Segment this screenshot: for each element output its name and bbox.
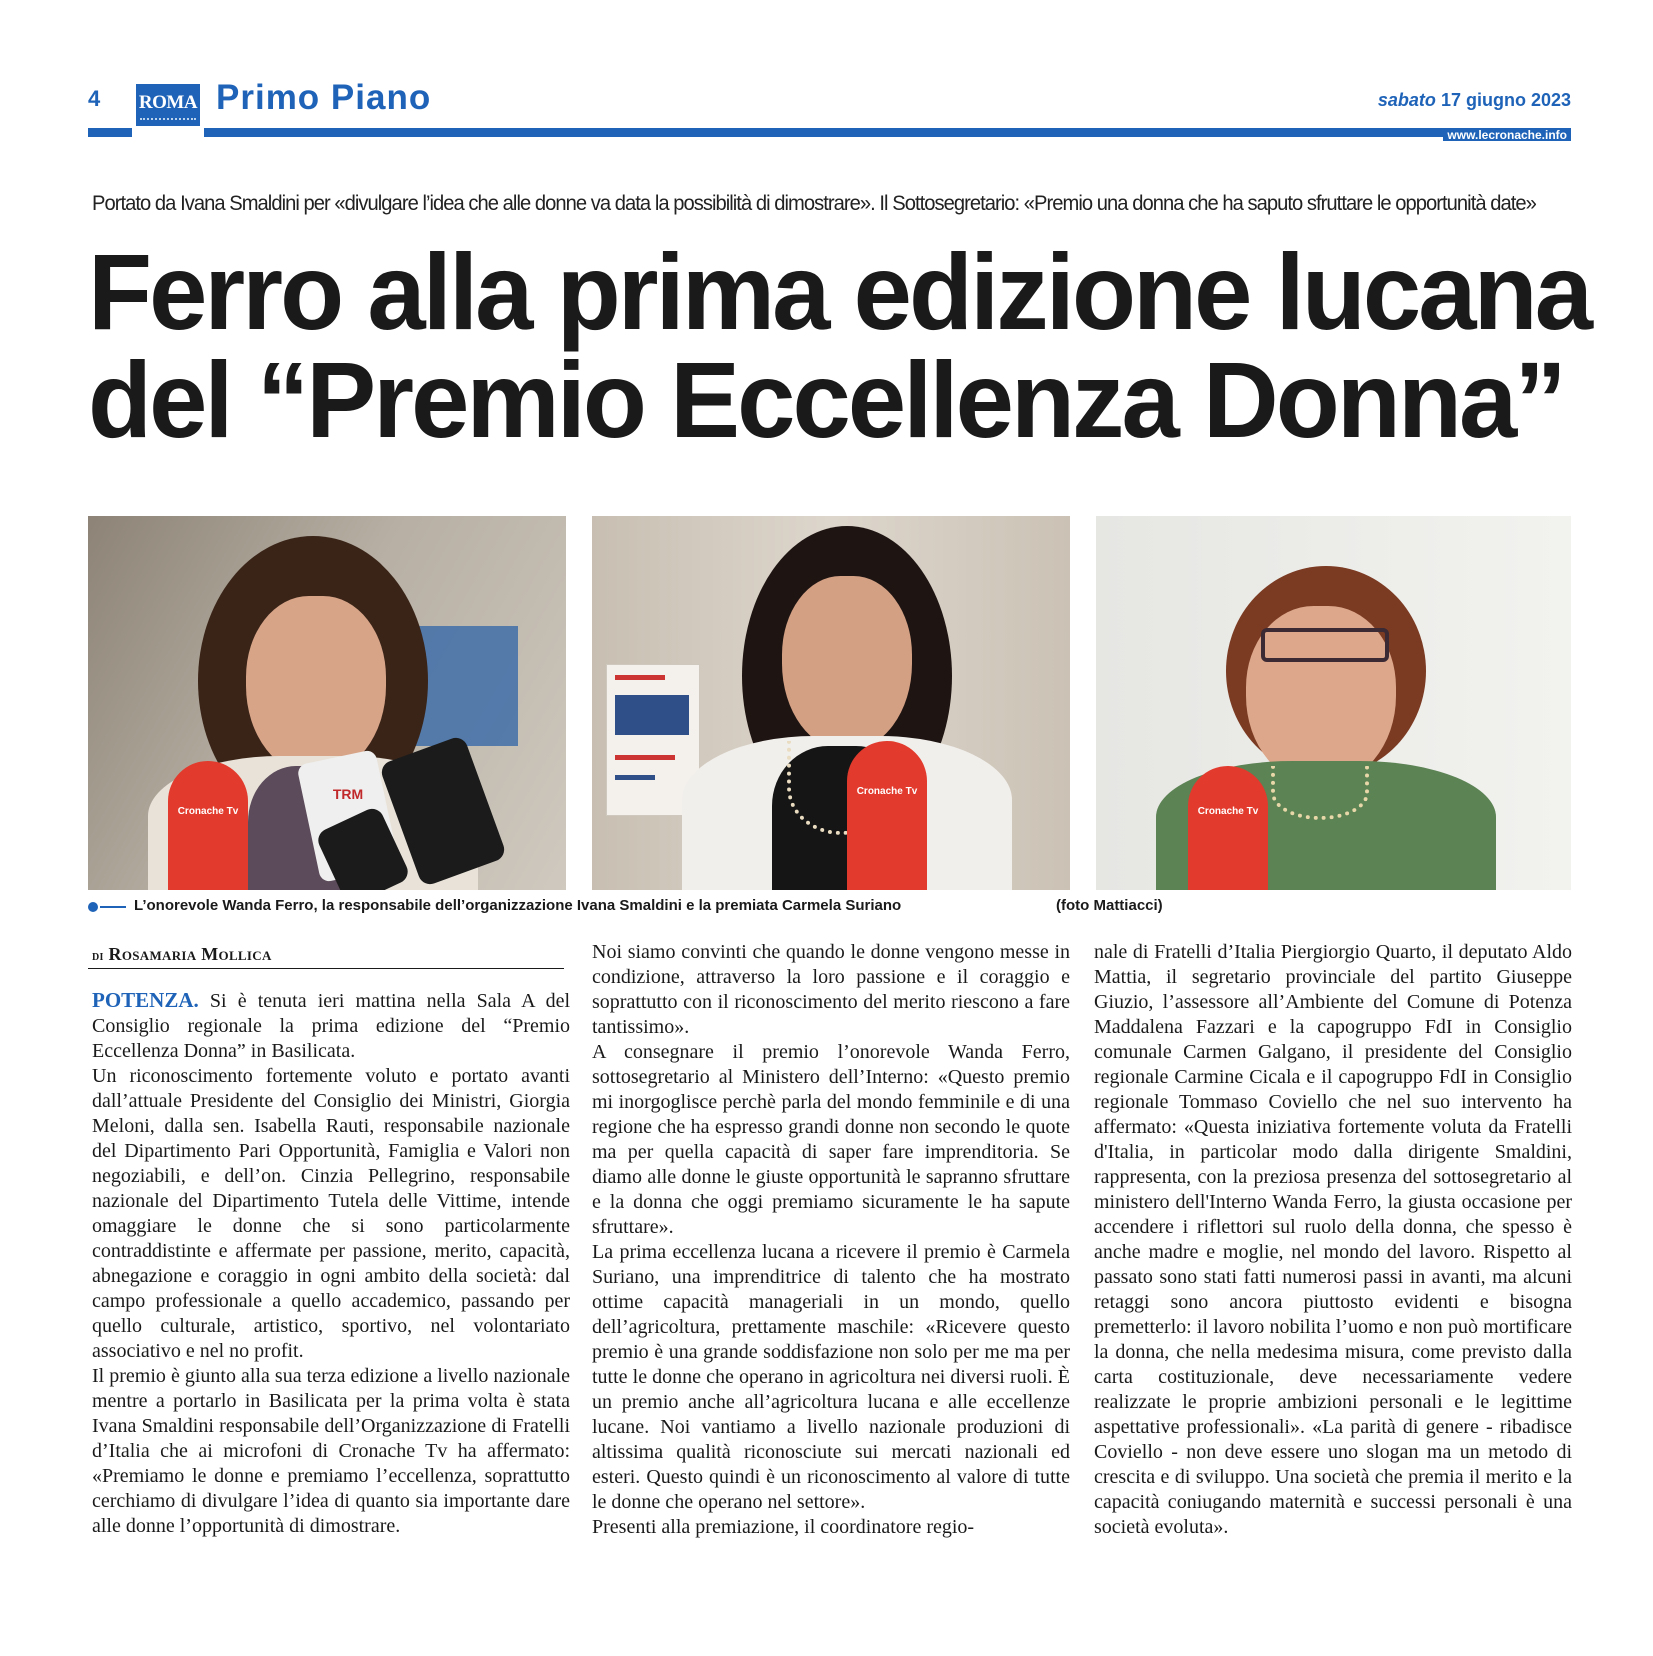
headline [88, 231, 1591, 460]
glasses [1261, 628, 1389, 662]
masthead-rule [88, 128, 1571, 137]
cronache-tv-mic [847, 741, 927, 890]
photo-caption: L’onorevole Wanda Ferro, la responsabile dell’organizzazione Ivana Smaldini e la premiata Carmela Suriano [134, 897, 902, 914]
mic-label: Cronache Tv [1197, 806, 1259, 817]
paragraph [92, 988, 570, 1064]
mic-label: Cronache Tv [177, 806, 239, 817]
headline-line-1: Ferro alla prima edizione lucana [88, 231, 1591, 352]
section-title: Primo Piano [216, 78, 432, 117]
body-column-1 [92, 988, 570, 1539]
byline [92, 944, 272, 965]
mic-label: Cronache Tv [856, 786, 918, 797]
kicker: Portato da Ivana Smaldini per «divulgare l’idea che alle donne va data la possibilità di dimostrare». Il Sottosegretario: «Premio una donna che ha saputo sfruttare le opportunità date» [92, 192, 1536, 215]
paragraph: Il premio è giunto alla sua terza edizione a livello nazionale mentre a portarlo in Basilicata per la prima volta è stata Ivana Smaldini responsabile dell’Organizzazione di Fratelli d’Italia che ai microfoni di Cronache Tv ha affermato: «Premiamo le donne e premiamo l’eccellenza, soprattutto cerchiamo di divulgare l’idea di quanto sia importante dare alle donne l’opportunità di dimostrare. [92, 1365, 570, 1537]
website-url[interactable]: www.lecronache.info [1443, 129, 1571, 141]
paragraph: Un riconoscimento fortemente voluto e portato avanti dall’attuale Presidente del Consiglio dei Ministri, Giorgia Meloni, dalla sen. Isabella Rauti, responsabile nazionale del Dipartimento Pari Opportunità, Famiglia e Valori non negoziabili, e dell’on. Cinzia Pellegrino, responsabile nazionale del Dipartimento Tutela delle Vittime, intende omaggiare le donne che si sono particolarmente contraddistinte e affermate per passione, merito, capacità, abnegazione e coraggio in ogni ambito della società: dal campo professionale a quello accademico, passando per quello culturale, artistico, sportivo, nel volontariato associativo e nel no profit. [92, 1065, 570, 1362]
byline-author: Rosamaria Mollica [108, 944, 272, 964]
cronache-tv-mic [168, 761, 248, 890]
issue-date [1378, 90, 1571, 111]
headline-line-2: del “Premio Eccellenza Donna” [88, 339, 1564, 460]
poster-title-band [615, 695, 689, 735]
poster-stripe [615, 675, 665, 680]
byline-prefix: di [92, 949, 104, 964]
poster-stripe-2 [615, 755, 675, 760]
caption-bullet [88, 902, 98, 912]
page-number: 4 [88, 86, 101, 111]
face-shape [246, 596, 386, 776]
issue-date-value: 17 giugno 2023 [1440, 90, 1571, 110]
paragraph: La prima eccellenza lucana a ricevere il premio è Carmela Suriano, una imprenditrice di talento che ha mostrato ottime capacità manageriali in un mondo, quello dell’agricoltura, prettamente maschile: «Ricevere questo premio è una grande soddisfazione non solo per me ma per tutte le donne che operano in agricoltura nei diversi ruoli. È un premio anche all’agricoltura lucana e alle eccellenze lucane. Noi vantiamo a livello nazionale produzioni di altissima qualità riconosciute sui mercati nazionali ed esteri. Questo quindi è un riconoscimento al valore di tutte le donne che operano nel settore». [592, 1241, 1070, 1513]
photo-ivana-smaldini [592, 516, 1070, 890]
cronache-tv-mic [1188, 766, 1268, 890]
roma-logo-text: ROMA [138, 92, 198, 113]
paragraph: Presenti alla premiazione, il coordinatore regio- [592, 1516, 975, 1538]
paragraph: nale di Fratelli d’Italia Piergiorgio Quarto, il deputato Aldo Mattia, il segretario provinciale del partito Giuseppe Giuzio, l’assessore all’Ambiente del Comune di Potenza Maddalena Fazzari e la capogruppo FdI in Consiglio comunale Carmen Galgano, il presidente del Consiglio regionale Carmine Cicala e il capogruppo FdI in Consiglio regionale Tommaso Coviello che nel suo intervento ha affermato: «Questa iniziativa fortemente voluta da Fratelli d'Italia, in particolar modo dalla dirigente Smaldini, rappresenta, con la preziosa presenza del sottosegretario al ministero dell'Interno Wanda Ferro, la giusta occasione per accendere i riflettori sul ruolo della donna, che spesso è anche madre e moglie, nel mondo del lavoro. Rispetto al passato sono stati fatti numerosi passi in avanti, ma alcuni retaggi sono ancora piuttosto evidenti e bisogna premetterlo: il lavoro nobilita l’uomo e non può mortificare la donna, che nella medesima misura, come previsto dalla carta costituzionale, deve necessariamente vedere realizzate le proprie ambizioni personali e le legittime aspettative professionali». «La parità di genere - ribadisce Coviello - non deve essere uno slogan ma un metodo di crescita e di sviluppo. Una società che premia il merito e la capacità coniugando maternità e successi personali è una società evoluta». [1094, 941, 1572, 1538]
photo-carmela-suriano [1096, 516, 1571, 890]
necklace [1271, 766, 1369, 820]
byline-rule [88, 968, 564, 969]
body-column-2 [592, 940, 1070, 1540]
caption-dash [100, 906, 126, 908]
dateline: POTENZA. [92, 988, 199, 1012]
photo-credit: (foto Mattiacci) [1056, 897, 1163, 914]
paragraph: Noi siamo convinti che quando le donne vengono messe in condizione, attraverso la loro passione e il coraggio e soprattutto con il riconoscimento del merito riescono a fare tantissimo». [592, 941, 1070, 1038]
poster-stripe-3 [615, 775, 655, 780]
paragraph-text: Si è tenuta ieri mattina nella Sala A del Consiglio regionale la prima edizione del “Premio Eccellenza Donna” in Basilicata. [92, 990, 571, 1062]
trm-mic-label: TRM [332, 786, 364, 802]
face-shape [782, 576, 912, 751]
paragraph: A consegnare il premio l’onorevole Wanda Ferro, sottosegretario al Ministero dell’Interno: «Questo premio mi inorgoglisce perchè parla del mondo femminile e di una regione che ha espresso grandi donne non secondo le quote ma per quella capacità di saper fare imprenditoria. Se diamo alle donne le giuste opportunità le sapranno sfruttare e la donna che oggi premiamo sicuramente le ha sapute sfruttare». [592, 1041, 1070, 1238]
body-column-3 [1094, 940, 1572, 1540]
photo-wanda-ferro [88, 516, 566, 890]
masthead-rule-gap [132, 126, 204, 139]
issue-dayname: sabato [1377, 90, 1436, 110]
